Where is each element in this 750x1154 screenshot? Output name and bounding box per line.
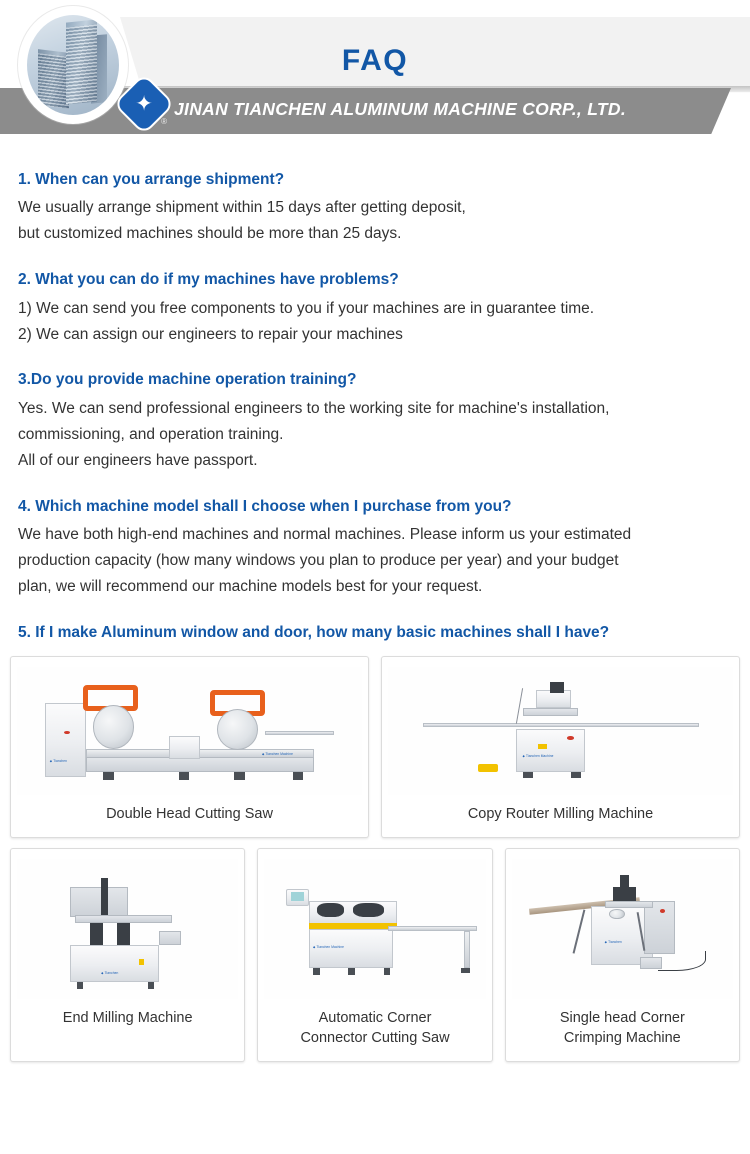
four-point-star-icon: ✦ — [135, 92, 153, 116]
brand-label: ◆ Tianchen Machine — [261, 751, 293, 756]
brand-label: ◆ Tianchen — [101, 970, 119, 975]
brand-label: ◆ Tianchen Machine — [522, 754, 554, 759]
milling-head — [536, 690, 571, 708]
long-support-rail — [423, 723, 699, 727]
machine-foot — [77, 982, 84, 989]
faq-content — [0, 143, 750, 644]
copy-router-milling-machine-photo — [388, 667, 733, 795]
work-table — [605, 901, 654, 908]
machine-base — [86, 757, 314, 772]
warning-sticker — [538, 744, 547, 749]
blade-window-right — [353, 903, 384, 917]
page-title: FAQ — [341, 44, 409, 77]
machine-foot — [313, 968, 320, 975]
faq-answer-line: All of our engineers have passport. — [18, 451, 258, 469]
brand-label: ◆ Tianchen — [49, 759, 68, 764]
machine-foot — [571, 772, 581, 778]
caption-line-1: Single head Corner — [559, 1009, 685, 1026]
faq-question: 2. What you can do if my machines have problems? — [18, 271, 399, 289]
hydraulic-cylinder — [620, 875, 629, 888]
faq-question: 3.Do you provide machine operation training? — [18, 371, 357, 389]
machine-foot — [523, 772, 533, 778]
product-caption — [560, 1008, 685, 1049]
faq-answer-line: 1) We can send you free components to you if your machines are in guarantee time. — [18, 299, 595, 317]
machine-foot — [148, 982, 155, 989]
caption-line-2: Connector Cutting Saw — [300, 1030, 450, 1047]
single-head-corner-crimping-machine-photo — [512, 859, 733, 999]
spindle-shaft — [101, 878, 108, 914]
page-header — [0, 0, 750, 143]
work-table — [523, 708, 578, 716]
faq-answer-line: plan, we will recommend our machine models best for your request. — [18, 577, 483, 595]
foot-pedal — [478, 764, 499, 772]
saw-head-left — [93, 705, 134, 749]
faq-answer-line: production capacity (how many windows you plan to produce per year) and your budget — [18, 551, 619, 569]
double-head-cutting-saw-photo — [17, 667, 362, 795]
product-caption: Copy Router Milling Machine — [467, 806, 654, 823]
faq-answer-line: We have both high-end machines and normal machines. Please inform us your estimated — [18, 526, 632, 543]
machine-cabinet — [70, 945, 159, 981]
faq-question-5: 5. If I make Aluminum window and door, how many basic machines shall I have? — [18, 623, 610, 641]
machine-foot — [179, 772, 189, 780]
tower-side-shape — [38, 49, 69, 109]
motor-unit — [550, 682, 564, 692]
product-caption: End Milling Machine — [62, 1009, 193, 1026]
faq-answer-line: commissioning, and operation training. — [18, 425, 284, 443]
faq-answer-line: We usually arrange shipment within 15 days after getting deposit, — [18, 199, 466, 217]
brand-label: ◆ Tianchen — [604, 939, 622, 944]
logo-photo — [27, 15, 119, 115]
control-cabinet — [45, 703, 86, 777]
product-card[interactable] — [10, 656, 369, 838]
machine-foot — [384, 968, 391, 975]
faq-item-4 — [18, 496, 732, 600]
support-arm-left — [573, 910, 585, 954]
machine-foot — [103, 772, 113, 780]
faq-item-1 — [18, 169, 732, 247]
center-housing — [169, 736, 200, 759]
control-dial — [609, 909, 624, 919]
caption-line-1: Automatic Corner — [318, 1009, 432, 1026]
faq-item-3 — [18, 369, 732, 473]
product-card[interactable] — [257, 848, 492, 1062]
product-caption — [300, 1008, 449, 1049]
machine-cabinet — [516, 729, 585, 773]
product-cards-bottom-row — [0, 838, 750, 1062]
screen-display — [291, 892, 304, 900]
faq-answer-line: but customized machines should be more than 25 days. — [18, 225, 402, 243]
work-table — [75, 915, 172, 923]
faq-question: 1. When can you arrange shipment? — [18, 171, 285, 188]
rail-support-leg — [464, 931, 471, 967]
tower-main-shape — [66, 19, 97, 104]
rail-foot — [461, 968, 470, 974]
brand-label: ◆ Tianchen Machine — [313, 945, 345, 950]
power-cable — [658, 951, 707, 971]
product-caption: Double Head Cutting Saw — [106, 806, 273, 823]
company-name: JINAN TIANCHEN ALUMINUM MACHINE CORP., LTD. — [174, 99, 627, 119]
faq-question: 4. Which machine model shall I choose when I purchase from you? — [18, 497, 512, 515]
product-cards-top-row — [0, 656, 750, 838]
support-arm — [265, 731, 334, 735]
faq-answer-line: Yes. We can send professional engineers to the working site for machine's installation, — [18, 399, 610, 417]
machine-foot — [293, 772, 303, 780]
product-card[interactable] — [381, 656, 740, 838]
crimping-head — [613, 887, 635, 901]
end-milling-machine-photo — [17, 859, 238, 999]
machine-foot — [234, 772, 244, 780]
faq-answer-line: 2) We can assign our engineers to repair your machines — [18, 325, 403, 343]
registered-mark: ® — [161, 117, 167, 126]
caption-line-2: Crimping Machine — [563, 1030, 681, 1047]
automatic-corner-connector-cutting-saw-photo — [264, 859, 485, 999]
building-tower-logo-icon — [18, 6, 128, 124]
product-card[interactable] — [505, 848, 740, 1062]
blue-diamond-star-icon — [122, 82, 166, 126]
warning-sticker — [139, 959, 145, 965]
back-panel — [70, 887, 128, 918]
product-card[interactable] — [10, 848, 245, 1062]
saw-head-right — [217, 709, 258, 750]
control-box — [159, 931, 181, 945]
faq-item-2 — [18, 269, 732, 347]
machine-foot — [348, 968, 355, 975]
blade-window-left — [317, 903, 344, 917]
copy-stylus-arm — [516, 688, 523, 723]
